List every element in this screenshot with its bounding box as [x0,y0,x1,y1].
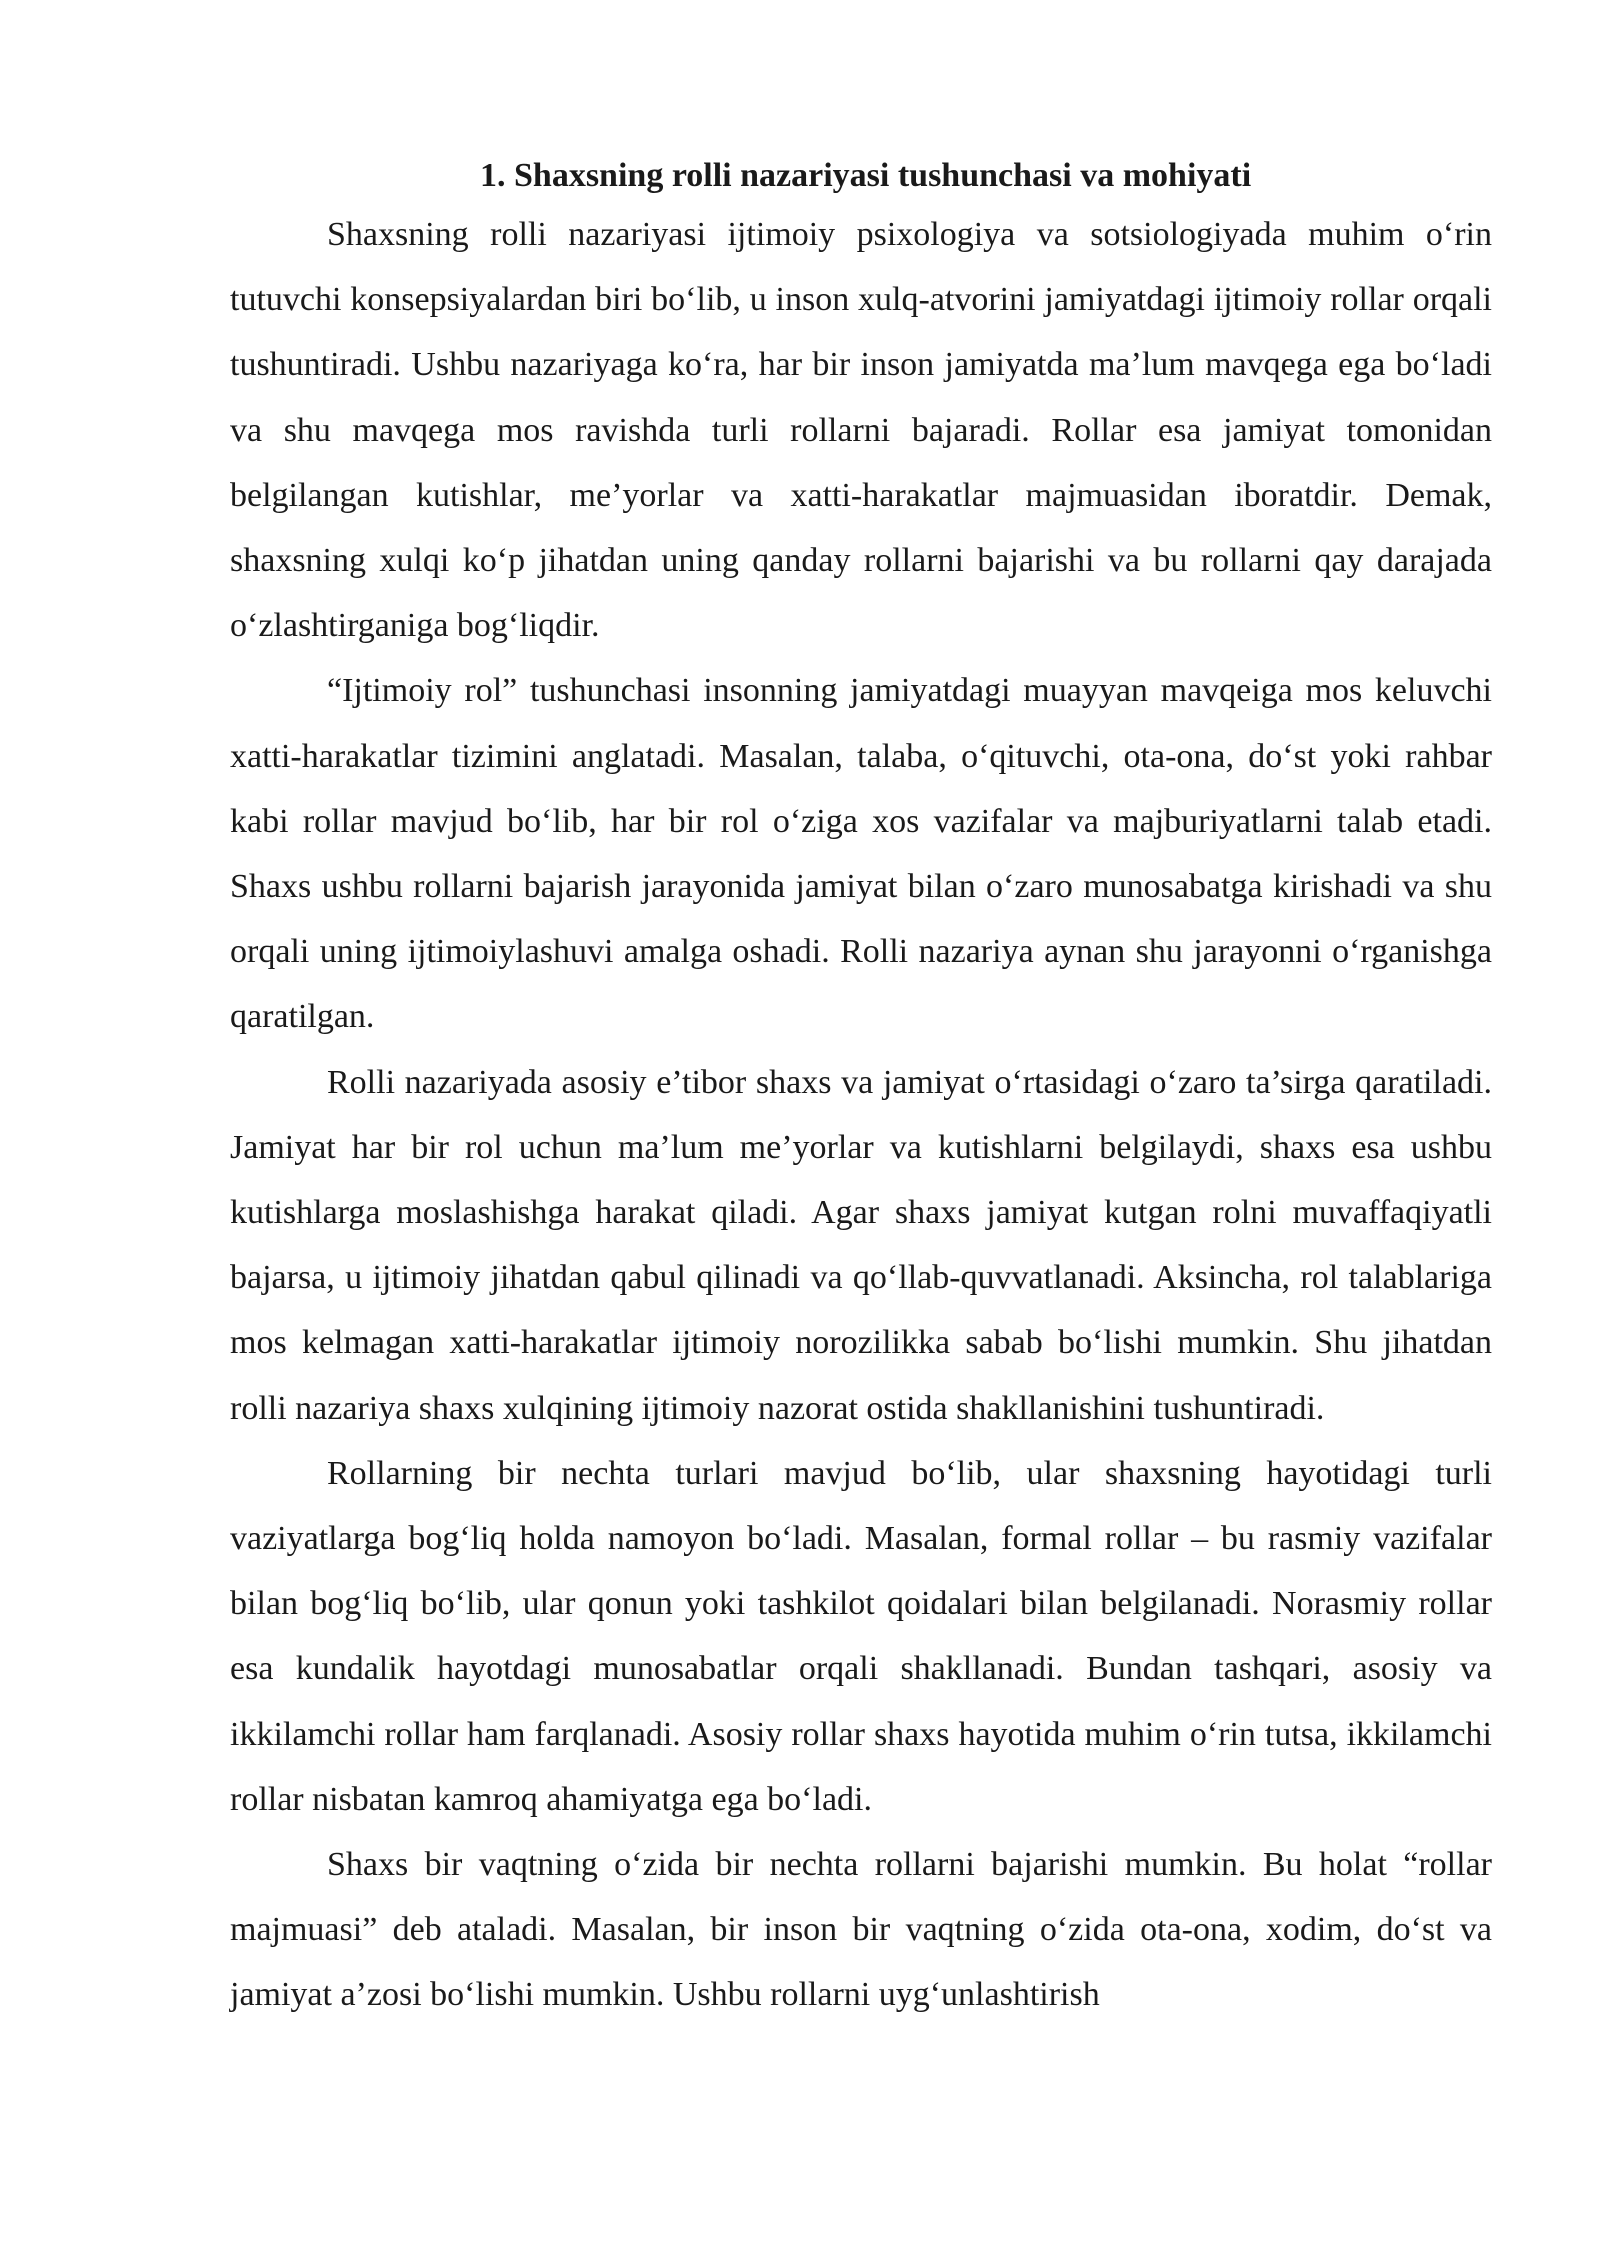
document-body [230,150,1492,2028]
paragraph-5: Shaxs bir vaqtning o‘zida bir nechta rollarni bajarishi mumkin. Bu holat “rollar majmuasi” deb ataladi. Masalan, bir inson bir vaqtning o‘zida ota-ona, xodim, do‘st va jamiyat a’zosi bo‘lishi mumkin. Ushbu rollarni uyg‘unlashtirish [230,1846,1492,2014]
paragraph-1: Shaxsning rolli nazariyasi ijtimoiy psixologiya va sotsiologiyada muhim o‘rin tutuvchi konsepsiyalardan biri bo‘lib, u inson xulq-atvorini jamiyatdagi ijtimoiy rollar orqali tushuntiradi. Ushbu nazariyaga ko‘ra, har bir inson jamiyatda ma’lum mavqega ega bo‘ladi va shu mavqega mos ravishda turli rollarni bajaradi. Rollar esa jamiyat tomonidan belgilangan kutishlar, me’yorlar va xatti-harakatlar majmuasidan iboratdir. Demak, shaxsning xulqi ko‘p jihatdan uning qanday rollarni bajarishi va bu rollarni qay darajada o‘zlashtirganiga bog‘liqdir. [230,216,1492,645]
paragraph-4: Rollarning bir nechta turlari mavjud bo‘lib, ular shaxsning hayotidagi turli vaziyatlarga bog‘liq holda namoyon bo‘ladi. Masalan, formal rollar – bu rasmiy vazifalar bilan bog‘liq bo‘lib, ular qonun yoki tashkilot qoidalari bilan belgilanadi. Norasmiy rollar esa kundalik hayotdagi munosabatlar orqali shakllanadi. Bundan tashqari, asosiy va ikkilamchi rollar ham farqlanadi. Asosiy rollar shaxs hayotida muhim o‘rin tutsa, ikkilamchi rollar nisbatan kamroq ahamiyatga ega bo‘ladi. [230,1454,1492,1818]
paragraph-3: Rolli nazariyada asosiy e’tibor shaxs va jamiyat o‘rtasidagi o‘zaro ta’sirga qaratiladi. Jamiyat har bir rol uchun ma’lum me’yorlar va kutishlarni belgilaydi, shaxs esa ushbu kutishlarga moslashishga harakat qiladi. Agar shaxs jamiyat kutgan rolni muvaffaqiyatli bajarsa, u ijtimoiy jihatdan qabul qilinadi va qo‘llab-quvvatlanadi. Aksincha, rol talablariga mos kelmagan xatti-harakatlar ijtimoiy norozilikka sabab bo‘lishi mumkin. Shu jihatdan rolli nazariya shaxs xulqining ijtimoiy nazorat ostida shakllanishini tushuntiradi. [230,1063,1492,1427]
paragraph-2: “Ijtimoiy rol” tushunchasi insonning jamiyatdagi muayyan mavqeiga mos keluvchi xatti-harakatlar tizimini anglatadi. Masalan, talaba, o‘qituvchi, ota-ona, do‘st yoki rahbar kabi rollar mavjud bo‘lib, har bir rol o‘ziga xos vazifalar va majburiyatlarni talab etadi. Shaxs ushbu rollarni bajarish jarayonida jamiyat bilan o‘zaro munosabatga kirishadi va shu orqali uning ijtimoiylashuvi amalga oshadi. Rolli nazariya aynan shu jarayonni o‘rganishga qaratilgan. [230,672,1492,1036]
section-heading: 1. Shaxsning rolli nazariyasi tushunchasi va mohiyati [480,157,1252,194]
